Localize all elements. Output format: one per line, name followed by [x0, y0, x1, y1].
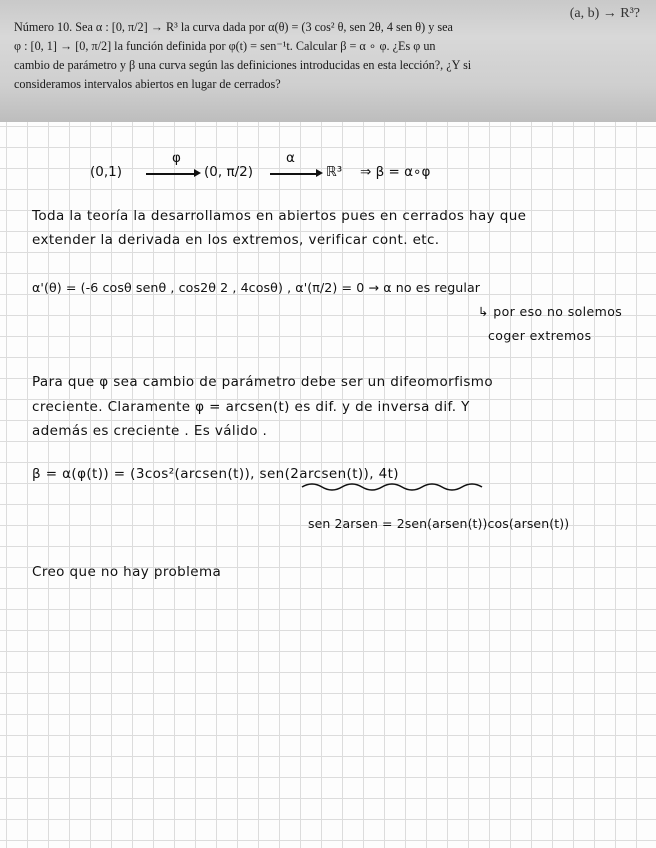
problem-line-1: Número 10. Sea α : [0, π/2] → R³ la curva dada por α(θ) = (3 cos² θ, sen 2θ, 4 sen θ) y sea — [14, 20, 453, 34]
arrow-phi-head — [194, 169, 201, 177]
arrow-alpha — [270, 173, 318, 175]
diagram-middle-interval: (0, π/2) — [204, 164, 253, 180]
diagram-alpha-label: α — [286, 150, 295, 166]
note-theory-line-1: Toda la teoría la desarrollamos en abiertos pues en cerrados hay que — [32, 208, 527, 224]
problem-line-3: cambio de parámetro y β una curva según las definiciones introducidas en esta lección?, ¿Y si — [14, 58, 472, 72]
problem-line-2: φ : [0, 1] → [0, π/2] la función definida por φ(t) = sen⁻¹t. Calcular β = α ∘ φ. ¿Es φ un — [14, 39, 436, 53]
note-beta-formula: β = α(φ(t)) = (3cos²(arcsen(t)), sen(2arcsen(t)), 4t) — [32, 466, 399, 482]
problem-line-4: consideramos intervalos abiertos en lugar de cerrados? — [14, 77, 281, 91]
photo-corner-fragment: (a, b) → R³? — [569, 6, 640, 21]
wavy-underline — [300, 480, 490, 494]
diagram-domain: (0,1) — [90, 164, 123, 180]
diagram-phi-label: φ — [172, 150, 181, 166]
note-derivative: α'(θ) = (-6 cosθ senθ , cos2θ 2 , 4cosθ) , α'(π/2) = 0 → α no es regular — [32, 280, 481, 295]
diagram-result: ⇒ β = α∘φ — [360, 164, 431, 180]
note-theory-line-2: extender la derivada en los extremos, verificar cont. etc. — [32, 232, 440, 248]
arrow-phi — [146, 173, 196, 175]
arrow-alpha-head — [316, 169, 323, 177]
problem-statement-photo — [0, 0, 656, 122]
note-param-line-2: creciente. Claramente φ = arcsen(t) es dif. y de inversa dif. Y — [32, 399, 470, 415]
note-side-2: coger extremos — [488, 328, 592, 343]
note-identity: sen 2arsen = 2sen(arsen(t))cos(arsen(t)) — [308, 516, 570, 531]
note-conclusion: Creo que no hay problema — [32, 564, 222, 580]
note-param-line-1: Para que φ sea cambio de parámetro debe ser un difeomorfismo — [32, 374, 494, 390]
note-param-line-3: además es creciente . Es válido . — [32, 423, 268, 439]
note-side-1: ↳ por eso no solemos — [478, 304, 623, 319]
composition-diagram — [90, 152, 470, 192]
diagram-codomain: ℝ³ — [326, 164, 343, 180]
